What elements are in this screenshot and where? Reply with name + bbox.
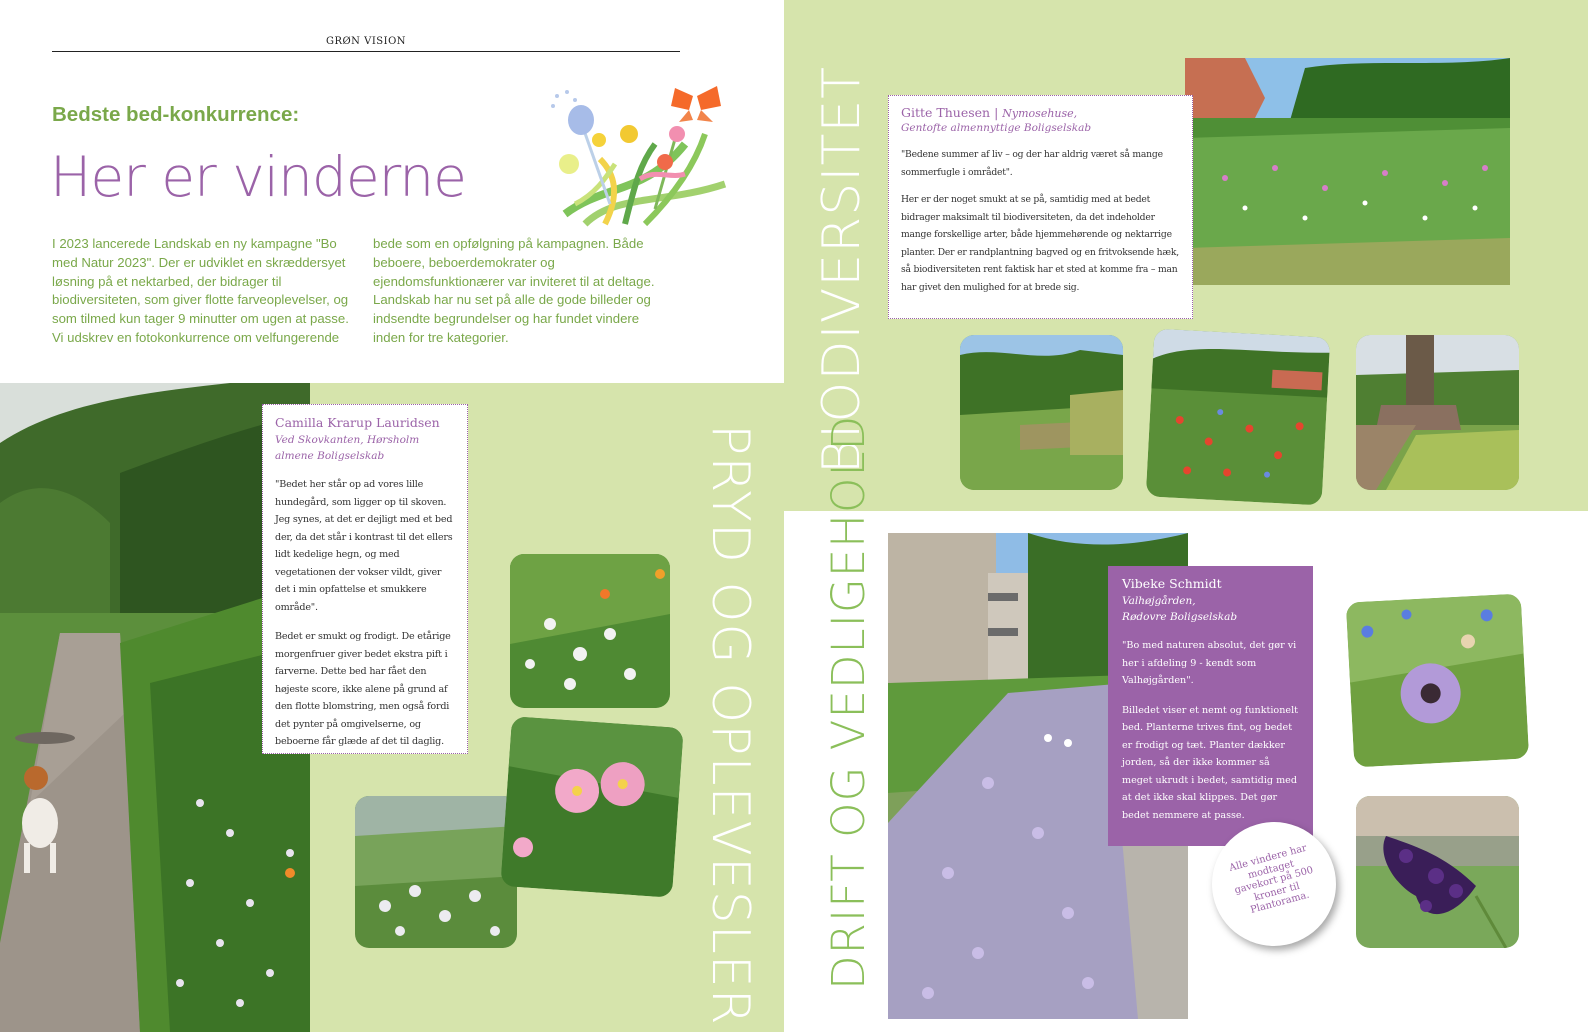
winner-name-line	[901, 105, 1180, 120]
intro-column-1: I 2023 lancerede Landskab en ny kampagne "Bo med Natur 2023". Der er udviklet en skræddersyet løsning på et nektarbed, der bidrager til biodiversiteten, som giver flotte farveoplevelser, og som tilmed kun tager 9 minutter om ugen at passe. Vi udskrev en fotokonkurrence om velfungerende	[52, 236, 349, 345]
winner-name: Camilla Krarup Lauridsen	[275, 415, 440, 430]
white-flowers-photo	[510, 554, 670, 708]
winner-quote: "Bedet her står op ad vores lille hundegård, som ligger op til skoven. Jeg synes, at det er dejligt med et bed der, da det står i kontrast til det ellers lidt kedelige hegn, og med vegetationen der vokser vildt, giver det i min opfattelse et smukkere område".	[275, 479, 453, 613]
poppy-meadow-photo	[1146, 329, 1331, 506]
intro-column-2: bede som en opfølgning på kampagnen. Både beboere, beboerdemokrater og ejendomsfunktionærer var inviteret til at deltage. Landskab har nu set på alle de gode billeder og indsendte begrundelser og har fundet vindere inden for tre kategorier.	[373, 236, 655, 345]
winner-card-vibeke	[1108, 566, 1313, 846]
meadow-house-photo	[1185, 58, 1510, 285]
section-label: GRØN VISION	[325, 36, 407, 47]
winner-card-gitte	[888, 95, 1193, 319]
garden-trees-photo	[960, 335, 1123, 490]
winner-text: Billedet viser et nemt og funktionelt bed. Planterne trives fint, og bedet er frodigt og tæt. Planter dækker jorden, så der ikke kommer så meget ukrudt i bedet, samtidig med at det ikke skal klippes. Det gør bedet nemmere at passe.	[1122, 704, 1298, 821]
cornflower-bee-photo	[1346, 594, 1529, 768]
winner-org-2: Gentofte almennyttige Boligselskab	[901, 122, 1092, 134]
winner-text: Bedet er smukt og frodigt. De etårige morgenfruer giver bedet ekstra pift i farverne. Dette bed har fået den højeste score, ikke alene på grund af den flotte blomstring, men også fordi det pynter på omgivelserne, og beboerne får glæde af det til daglig.	[275, 631, 451, 747]
gift-badge-text: Alle vindere har modtaget gavekort på 500 kroner til Plantorama.	[1228, 842, 1315, 916]
flower-illustration	[545, 84, 735, 232]
winner-name: Vibeke Schmidt	[1122, 576, 1222, 591]
category-pryd-title: PRYD OG OPLEVESLER	[700, 424, 760, 1026]
pink-mallow-photo	[500, 716, 683, 898]
winner-org: Ved Skovkanten, Hørsholm almene Boligselskab	[275, 434, 420, 462]
tree-bench-photo	[1356, 335, 1519, 490]
buddleja-photo	[1356, 796, 1519, 948]
winner-card-camilla	[262, 404, 468, 754]
page-title: Her er vinderne	[50, 145, 467, 209]
winner-org-2: Rødovre Boligselskab	[1122, 611, 1238, 623]
category-bio-title: BIODIVERSITET	[812, 66, 872, 474]
winner-quote: "Bedene summer af liv – og der har aldrig været så mange sommerfugle i området".	[901, 149, 1163, 178]
winner-quote: "Bo med naturen absolut, det gør vi her i afdeling 9 - kendt som Valhøjgården".	[1122, 640, 1297, 686]
kicker-heading: Bedste bed-konkurrence:	[52, 103, 300, 126]
aster-photo	[355, 796, 517, 948]
winner-org-1: Nymosehuse,	[1002, 107, 1078, 120]
category-drift-title: DRIFT OG VEDLIGEHOLD	[822, 414, 875, 990]
gift-badge	[1212, 822, 1336, 946]
winner-org-1: Valhøjgården,	[1122, 595, 1196, 607]
winner-name: Gitte Thuesen	[901, 105, 991, 120]
name-separator: |	[990, 105, 1003, 120]
winner-text: Her er der noget smukt at se på, samtidig med at bedet bidrager maksimalt til biodiversiteten, da det indeholder mange forskellige arter, både hjemmehørende og nektarrige planter. Der er randplantning bagved og en fritvoksende hæk, så biodiversiteten rent faktisk har et sted at komme fra – man har givet den mulighed for at brede sig.	[901, 194, 1179, 293]
header-rule	[52, 51, 680, 52]
